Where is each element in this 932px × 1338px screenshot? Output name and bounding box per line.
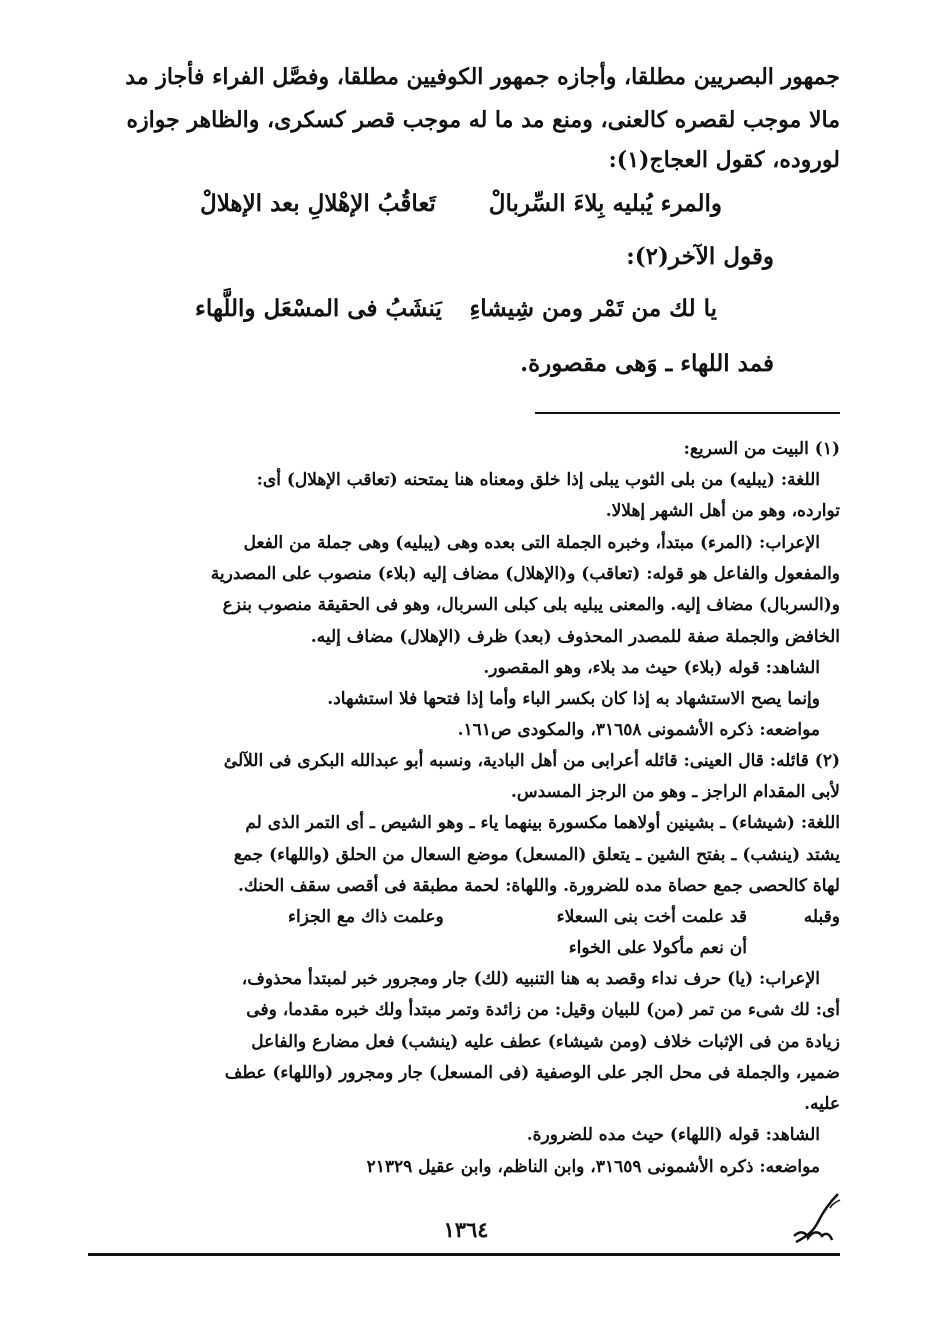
quote-verse-second: وعلمت ذاك مع الجزاء (288, 907, 444, 927)
verse1-second-hemistich: تَعاقُبُ الإهْلالِ بعد الإهلالْ (200, 190, 436, 217)
footnote-line-6: و(السربال) مضاف إليه. والمعنى يبليه بلى كبلى السربال، وهو فى الحقيقة منصوب بنزع (222, 595, 840, 615)
body-line-1: جمهور البصريين مطلقا، وأجازه جمهور الكوفيين مطلقا، وفصَّل الفراء فأجاز مد (125, 64, 840, 90)
footnote-line-22: الشاهد: قوله (اللهاء) حيث مده للضرورة. (526, 1125, 820, 1145)
footnote-line-18: أى: لك شىء من تمر (من) للبيان وقيل: من زائدة وتمر مبتدأ ولك خبره مقدما، وفى (246, 1000, 840, 1020)
footnote-line-8: الشاهد: قوله (بلاء) حيث مد بلاء، وهو المقصور. (483, 658, 820, 678)
footnote-line-16: وقبله (803, 907, 840, 927)
quote-verse-third: أن نعم مأكولا على الخواء (568, 938, 747, 958)
footnote-line-9: وإنما يصح الاستشهاد به إذا كان بكسر الباء وأما إذا فتحها فلا استشهاد. (327, 689, 820, 709)
footnote-line-14: يشتد (ينشب) ـ بفتح الشين ـ يتعلق (المسعل) موضع السعال من الحلق (واللهاء) جمع (233, 845, 840, 865)
footnote-line-12: لأبى المقدام الراجز ـ وهو من الرجز المسدس. (510, 782, 840, 802)
quote-verse-first: قد علمت أخت بنى السعلاء (556, 907, 747, 927)
body-line-2: مالا موجب لقصره كالعنى، ومنع مد ما له موجب قصر كسكرى، والظاهر جوازه (126, 107, 840, 133)
footnote-line-5: والمفعول والفاعل هو قوله: (تعاقب) و(الإهلال) مضاف إليه (بلاء) منصوب على المصدرية (210, 564, 840, 584)
closing-line: فمد اللهاء ـ وَهى مقصورة. (520, 350, 774, 377)
footnote-line-21: عليه. (804, 1094, 840, 1114)
footnote-line-3: توارده، وهو من أهل الشهر إهلالا. (605, 501, 840, 521)
intro-second-verse: وقول الآخر(٢): (626, 243, 774, 270)
bottom-rule (88, 1253, 840, 1256)
footnote-line-20: ضمير، والجملة فى محل الجر على الوصفية (فى المسعل) جار ومجرور (واللهاء) عطف (224, 1063, 840, 1083)
footnote-line-11: (٢) قائله: قال العينى: قائله أعرابى من أهل البادية، ونسبه أبو عبدالله البكرى فى اللآلئ (223, 751, 840, 771)
footnote-line-2: اللغة: (يبليه) من بلى الثوب يبلى إذا خلق ومعناه هنا يمتحنه (تعاقب الإهلال) أى: (256, 470, 820, 490)
footnote-line-15: لهاة كالحصى جمع حصاة مده للضرورة. واللهاة: لحمة مطبقة فى أقصى سقف الحنك. (238, 876, 840, 896)
verse2-second-hemistich: يَنشَبُ فى المسْعَل واللَّهاء (195, 295, 442, 322)
footnote-line-17: الإعراب: (يا) حرف نداء وقصد به هنا التنبيه (لك) جار ومجرور خبر لمبتدأ محذوف، (241, 969, 820, 989)
footnote-line-1: (١) البيت من السريع: (683, 439, 840, 459)
verse1-first-hemistich: والمرء يُبليه بِلاءَ السِّربالْ (488, 190, 722, 217)
footnote-line-23: مواضعه: ذكره الأشمونى ٣١٦٥٩، وابن الناظم، وابن عقيل ٢١٣٢٩ (366, 1157, 820, 1177)
footnote-line-10: مواضعه: ذكره الأشمونى ٣١٦٥٨، والمكودى ص١٦١. (457, 720, 820, 740)
page-number: ١٣٦٤ (443, 1217, 489, 1242)
footnote-line-4: الإعراب: (المرء) مبتدأ، وخبره الجملة التى بعده وهى (يبليه) وهى جملة من الفعل (243, 533, 820, 553)
verse2-first-hemistich: يا لك من تَمْر ومن شِيشاءِ (469, 295, 717, 322)
footnote-line-7: الخافض والجملة صفة للمصدر المحذوف (بعد) ظرف (الإهلال) مضاف إليه. (310, 627, 840, 647)
publisher-mark-icon (786, 1188, 846, 1248)
body-line-3: لوروده، كقول العجاج(١): (608, 147, 840, 173)
footnote-separator (535, 412, 840, 414)
footnote-line-19: زيادة من فى الإثبات خلاف (ومن شيشاء) عطف عليه (ينشب) فعل مضارع والفاعل (251, 1032, 840, 1052)
footnote-line-13: اللغة: (شيشاء) ـ بشينين أولاهما مكسورة بينهما ياء ـ وهو الشيص ـ أى التمر الذى لم (245, 813, 840, 833)
